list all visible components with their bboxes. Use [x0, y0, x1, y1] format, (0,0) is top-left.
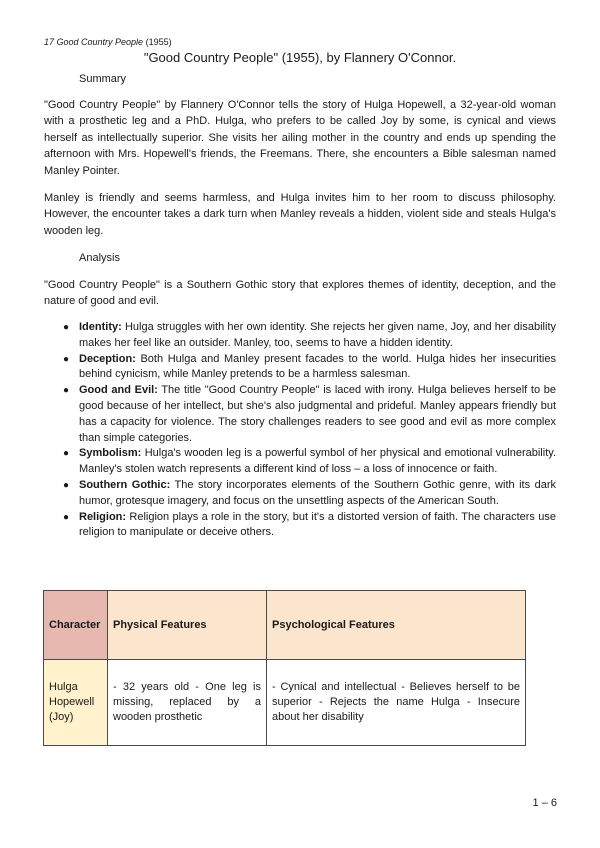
theme-text: The title "Good Country People" is laced with irony. Hulga believes herself to be good because of her intellect, but she's also judgmental and prideful. Manley appears friendly but has a capacity for violence. The story challenges readers to see good and evil as more complex than simple categories.	[79, 384, 556, 444]
summary-heading: Summary	[79, 73, 127, 85]
page-number: 1 – 6	[532, 797, 557, 809]
theme-text: Hulga struggles with her own identity. She rejects her given name, Joy, and her disability makes her feel like an outsider. Manley, too, seems to have a hidden identity.	[79, 321, 556, 349]
cell-character: Hulga Hopewell (Joy)	[44, 660, 108, 746]
document-title: "Good Country People" (1955), by Flannery O'Connor.	[143, 50, 457, 65]
theme-item-deception	[44, 352, 556, 384]
bullet-icon: ●	[63, 511, 70, 523]
header-character: Character	[44, 591, 108, 660]
bullet-icon: ●	[63, 353, 70, 365]
character-table	[43, 590, 526, 746]
bullet-icon: ●	[63, 479, 70, 491]
table-row	[44, 660, 526, 746]
cell-physical: - 32 years old - One leg is missing, replaced by a wooden prosthetic	[108, 660, 267, 746]
theme-term: Symbolism:	[79, 447, 142, 460]
summary-paragraph-2: Manley is friendly and seems harmless, and Hulga invites him to her room to discuss philosophy. However, the encounter takes a dark turn when Manley reveals a hidden, violent side and steals Hulga's wooden leg.	[44, 192, 556, 237]
table-header-row	[44, 591, 526, 660]
running-header	[44, 37, 172, 47]
theme-term: Religion:	[79, 510, 127, 523]
summary-paragraph-1: "Good Country People" by Flannery O'Connor tells the story of Hulga Hopewell, a 32-year-old woman with a prosthetic leg and a PhD. Hulga, who prefers to be called Joy by some, is cynical and views herself as intellectually superior. She visits her ailing mother in the country and ends up spending the afternoon with Mrs. Hopewell's friends, the Freemans. There, she encounters a Bible salesman named Manley Pointer.	[44, 99, 556, 177]
theme-term: Identity:	[79, 321, 122, 333]
theme-item-identity	[44, 320, 556, 352]
bullet-icon: ●	[63, 322, 70, 333]
analysis-heading: Analysis	[79, 252, 120, 264]
themes-list	[44, 320, 556, 541]
header-italic: 17 Good Country People	[44, 37, 144, 47]
analysis-intro: "Good Country People" is a Southern Gothic story that explores themes of identity, deception, and the nature of good and evil.	[44, 279, 556, 308]
header-physical-features: Physical Features	[108, 591, 267, 660]
bullet-icon: ●	[63, 385, 70, 397]
theme-text: Both Hulga and Manley present facades to the world. Hulga hides her insecurities behind cynicism, while Manley pretends to be a harmless salesman.	[79, 352, 556, 381]
theme-text: Religion plays a role in the story, but it's a distorted version of faith. The characters use religion to manipulate or deceive others.	[79, 510, 556, 539]
theme-text: The story incorporates elements of the Southern Gothic genre, with its dark humor, grotesque imagery, and focus on the unsettling aspects of the American South.	[79, 478, 556, 507]
theme-item-religion	[44, 510, 556, 542]
theme-item-symbolism	[44, 446, 556, 478]
theme-term: Southern Gothic:	[79, 478, 171, 491]
bullet-icon: ●	[63, 448, 70, 460]
theme-text: Hulga's wooden leg is a powerful symbol of her physical and emotional vulnerability. Manley's stolen watch represents a different kind of loss – a loss of innocence or faith.	[79, 447, 556, 476]
theme-item-good-and-evil	[44, 383, 556, 446]
header-psychological-features: Psychological Features	[267, 591, 526, 660]
cell-psychological: - Cynical and intellectual - Believes herself to be superior - Rejects the name Hulga - Insecure about her disability	[267, 660, 526, 746]
header-plain: (1955)	[143, 37, 172, 47]
theme-item-southern-gothic	[44, 478, 556, 510]
theme-term: Deception:	[79, 352, 136, 365]
theme-term: Good and Evil:	[79, 384, 158, 397]
